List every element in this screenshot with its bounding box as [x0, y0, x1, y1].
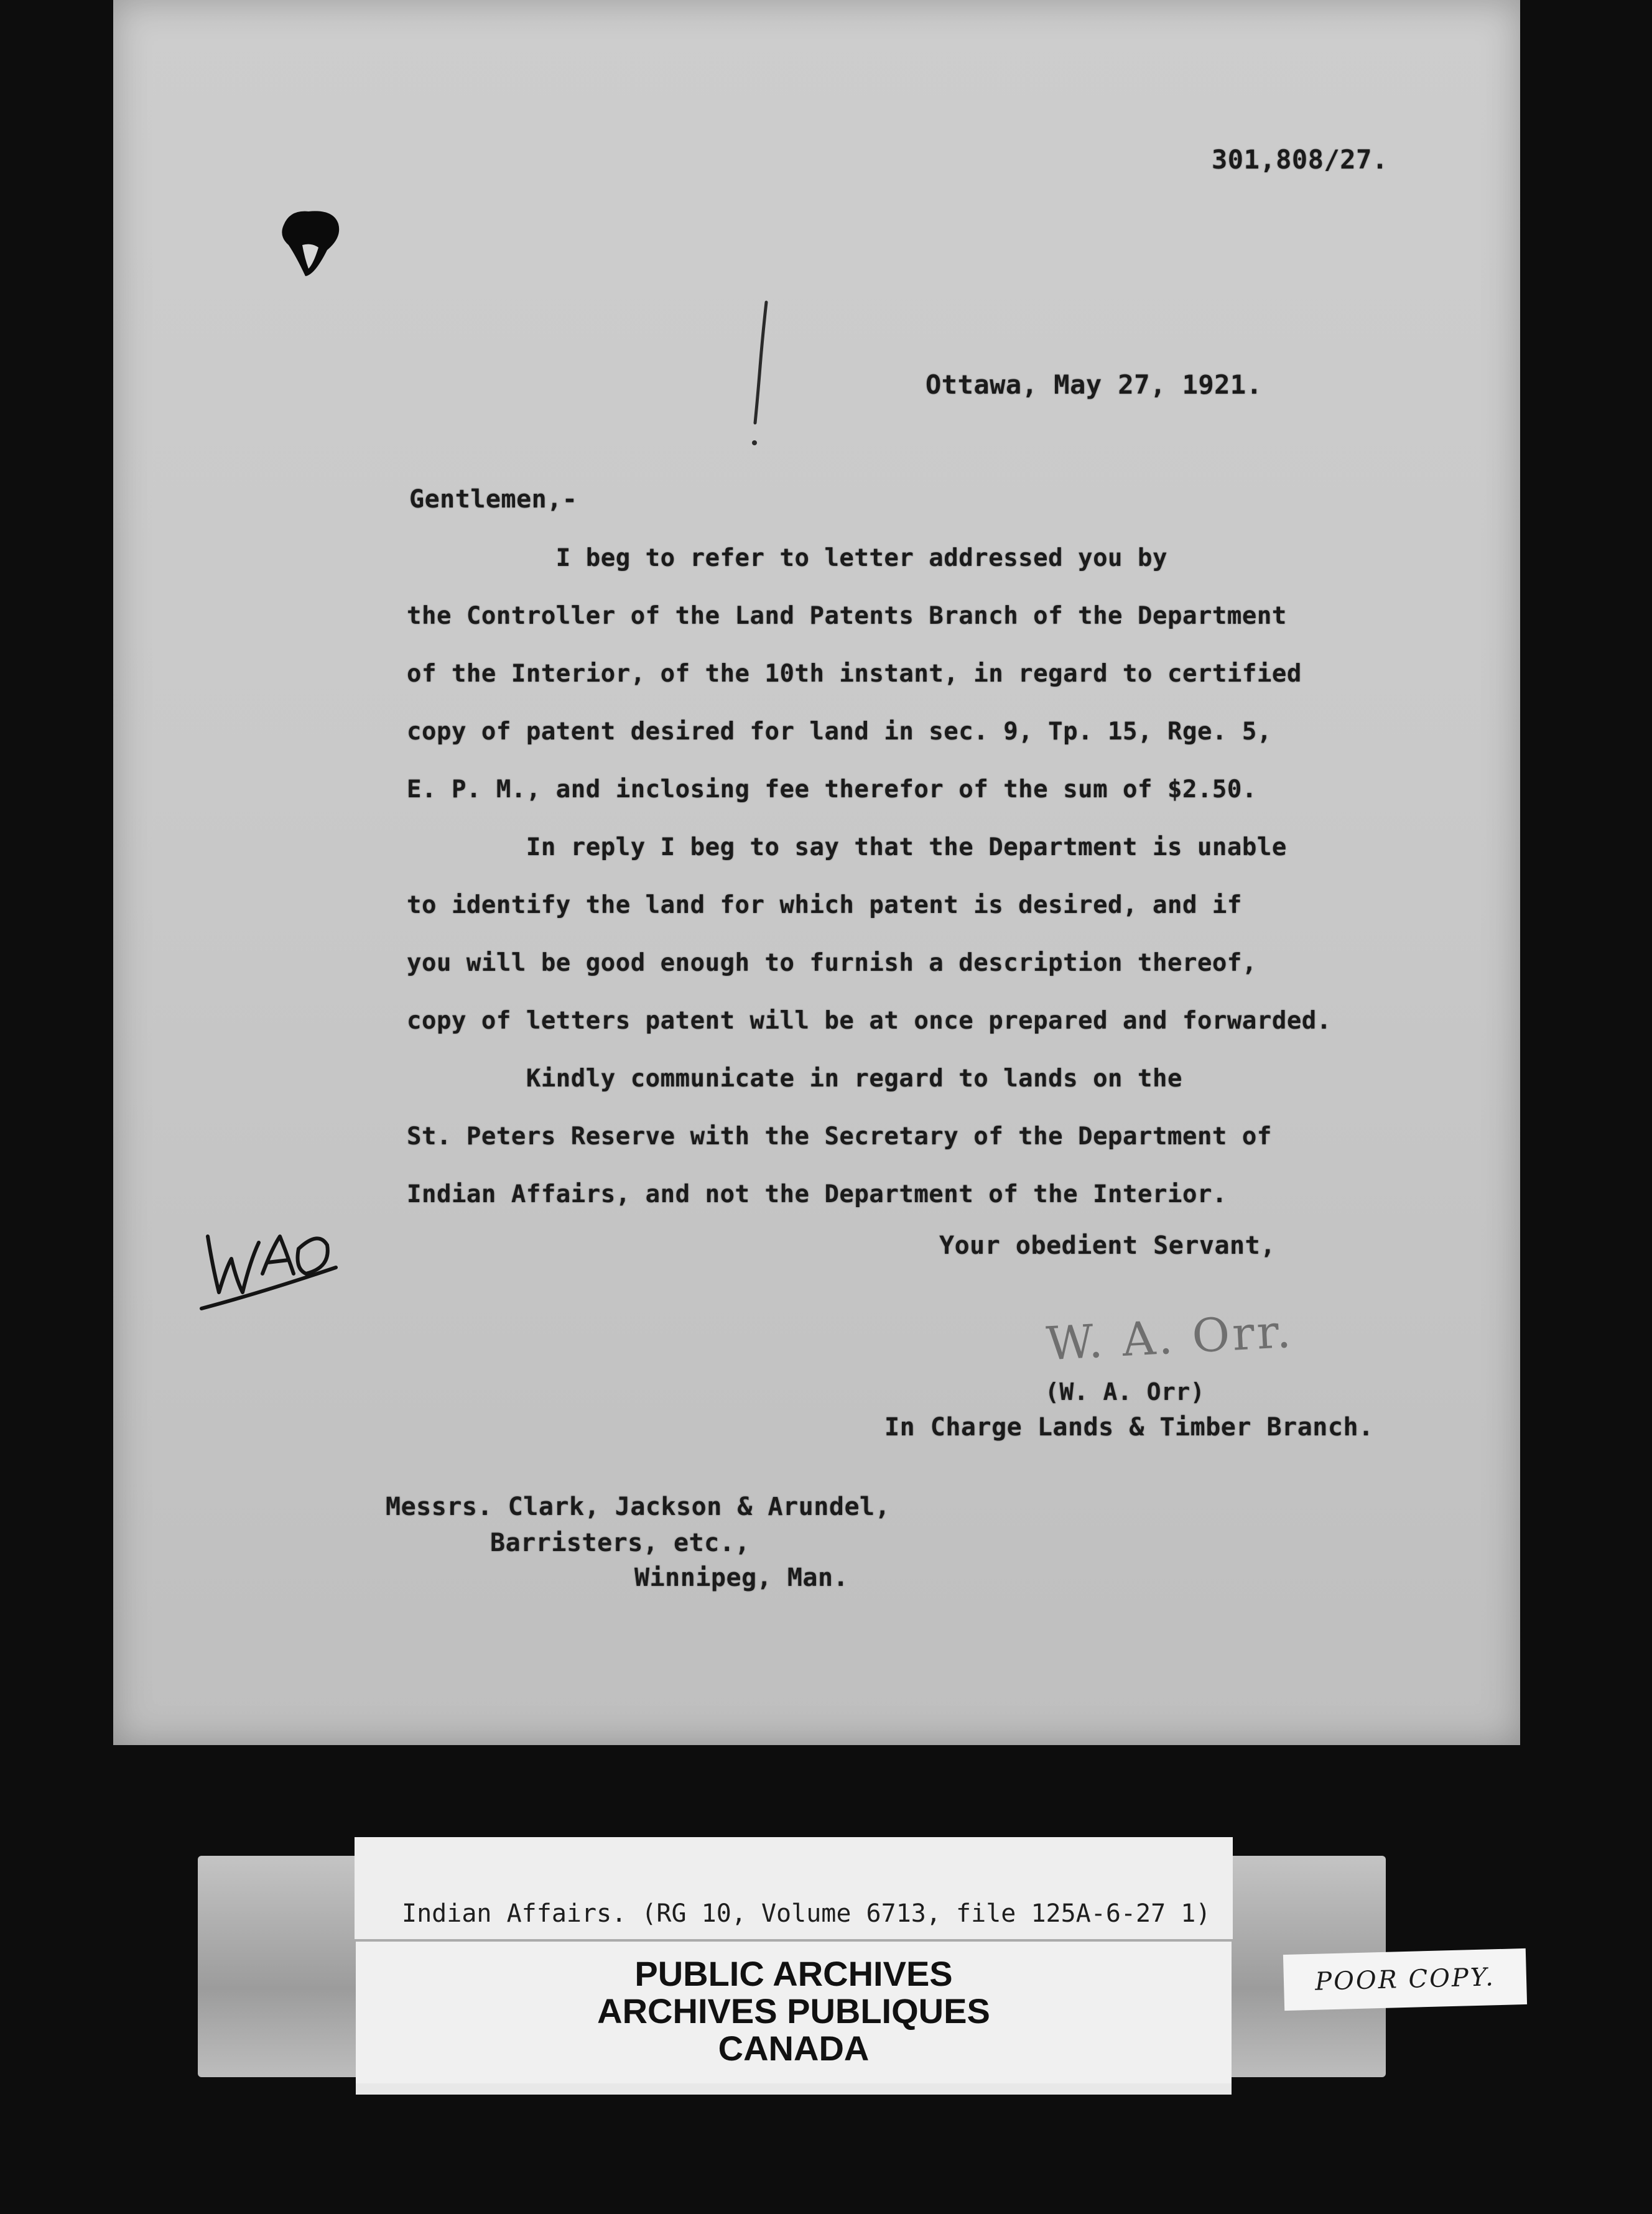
body-line: copy of letters patent will be at once prepared and forwarded. [407, 1007, 1332, 1035]
signature-stamp: W. A. Orr. [1045, 1304, 1295, 1371]
archives-line-english: PUBLIC ARCHIVES [634, 1954, 953, 1993]
body-line: In reply I beg to say that the Department is unable [407, 833, 1287, 861]
body-line: to identify the land for which patent is desired, and if [407, 891, 1242, 919]
signatory-title: In Charge Lands & Timber Branch. [884, 1413, 1374, 1442]
body-line: Kindly communicate in regard to lands on the [407, 1065, 1182, 1093]
archive-reference: Indian Affairs. (RG 10, Volume 6713, file 125A-6-27 1) [402, 1899, 1211, 1928]
body-line: of the Interior, of the 10th instant, in regard to certified [407, 660, 1302, 688]
body-line: copy of patent desired for land in sec. 9, Tp. 15, Rge. 5, [407, 718, 1272, 746]
poor-copy-note: POOR COPY. [1283, 1948, 1527, 2011]
addressee-line-1: Messrs. Clark, Jackson & Arundel, [386, 1493, 891, 1521]
salutation: Gentlemen,- [409, 485, 578, 514]
letter-page [113, 0, 1520, 1745]
body-line: St. Peters Reserve with the Secretary of the Department of [407, 1123, 1272, 1151]
archives-line-french: ARCHIVES PUBLIQUES [597, 1991, 990, 2031]
body-line: E. P. M., and inclosing fee therefor of the sum of $2.50. [407, 776, 1257, 804]
archives-line-country: CANADA [718, 2029, 870, 2068]
addressee-line-3: Winnipeg, Man. [634, 1563, 849, 1592]
public-archives-stamp [356, 1942, 1232, 2083]
date-line: Ottawa, May 27, 1921. [926, 369, 1263, 400]
label-bottom-band [356, 2083, 1232, 2095]
pen-stroke-mark [741, 299, 779, 448]
closing: Your obedient Servant, [939, 1231, 1276, 1260]
signatory-name: (W. A. Orr) [1045, 1378, 1205, 1406]
body-line: the Controller of the Land Patents Branch of the Department [407, 602, 1287, 630]
punch-hole-mark [277, 206, 346, 281]
archive-reference-label [355, 1837, 1233, 1939]
handwritten-initials [194, 1199, 343, 1323]
addressee-line-2: Barristers, etc., [490, 1529, 750, 1557]
body-line: I beg to refer to letter addressed you by [407, 544, 1167, 572]
body-line: you will be good enough to furnish a description thereof, [407, 949, 1257, 977]
file-number: 301,808/27. [1212, 144, 1388, 175]
body-line: Indian Affairs, and not the Department of the Interior. [407, 1180, 1227, 1208]
